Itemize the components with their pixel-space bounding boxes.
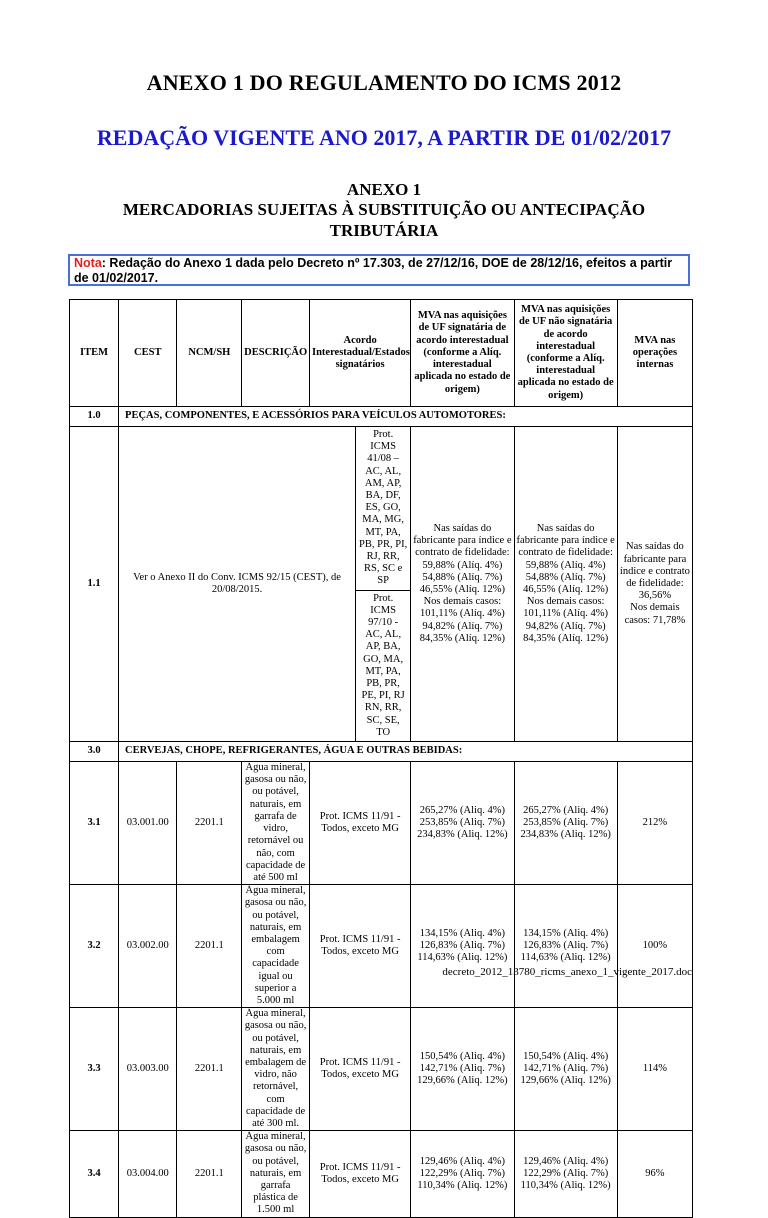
mva-line: 142,71% (Aliq. 7%) [419, 1063, 505, 1075]
mva-signataria-cell [411, 1008, 514, 1131]
mva-line: 126,83% (Aliq. 7%) [523, 940, 609, 952]
annex-label: ANEXO 1 [346, 180, 422, 199]
section-row [70, 407, 693, 427]
mva-line: 142,71% (Aliq. 7%) [523, 1063, 609, 1075]
mva-nao-signataria-cell [514, 1131, 617, 1217]
acordo-cell: Prot. ICMS 11/91 - Todos, exceto MG [310, 762, 411, 885]
description-cell: Água mineral, gasosa ou não, ou potável, naturais, em embalagem com capacidade igual ou superior a 5.000 ml [242, 885, 310, 1008]
mva-line: 114,63% (Aliq. 12%) [520, 952, 611, 964]
mva-line: 59,88% (Alíq. 4%) [525, 559, 606, 571]
acordo-cell: Prot. ICMS 11/91 - Todos, exceto MG [310, 1131, 411, 1217]
annex-title: MERCADORIAS SUJEITAS À SUBSTITUIÇÃO OU ANTECIPAÇÃO TRIBUTÁRIA [122, 200, 646, 240]
header-mva-signataria: MVA nas aquisições de UF signatária de acordo interestadual (conforme a Alíq. interestadual aplicada no estado de origem) [411, 300, 514, 407]
mva-nao-signataria-cell [514, 1008, 617, 1131]
mva-line: 265,27% (Aliq. 4%) [419, 804, 505, 816]
mva-line: 126,83% (Aliq. 7%) [419, 940, 505, 952]
document-subtitle: REDAÇÃO VIGENTE ANO 2017, A PARTIR DE 01/02/2017 [96, 125, 672, 150]
header-descricao: DESCRIÇÃO [242, 300, 310, 407]
mva-line: Nos demais casos: 71,78% [624, 602, 686, 626]
icms-table [69, 299, 693, 1218]
mva-line: 59,88% (Alíq. 4%) [422, 559, 503, 571]
acordo-cell: Prot. ICMS 11/91 - Todos, exceto MG [310, 1008, 411, 1131]
mva-nao-signataria-cell [514, 762, 617, 885]
description-cell: Água mineral, gasosa ou não, ou potável, naturais, em garrafa plástica de 1.500 ml [242, 1131, 310, 1217]
mva-line: 94,82% (Alíq. 7%) [422, 620, 503, 632]
ncm-cell: 2201.1 [177, 1131, 242, 1217]
mva-line: 150,54% (Aliq. 4%) [419, 1050, 505, 1062]
mva-line: 234,83% (Aliq. 12%) [520, 829, 611, 841]
item-cell: 3.4 [70, 1131, 119, 1217]
header-item: ITEM [70, 300, 119, 407]
mva-line: 122,29% (Aliq. 7%) [419, 1167, 505, 1179]
ncm-cell: 2201.1 [177, 762, 242, 885]
mva-line: 129,46% (Aliq. 4%) [419, 1155, 505, 1167]
description-cell: Água mineral, gasosa ou não, ou potável, naturais, em garrafa de vidro, retornável ou não, com capacidade de até 500 ml [242, 762, 310, 885]
mva-signataria-cell [411, 885, 514, 1008]
footer-filename: decreto_2012_13780_ricms_anexo_1_vigente_2017.doc [442, 966, 692, 978]
table-row [70, 1008, 693, 1131]
table-row [70, 427, 693, 742]
table-header-row [70, 300, 693, 407]
header-acordo: Acordo Interestadual/Estados signatários [310, 300, 411, 407]
section-title: CERVEJAS, CHOPE, REFRIGERANTES, ÁGUA E OUTRAS BEBIDAS: [119, 742, 693, 762]
item-cell: 1.1 [70, 427, 119, 742]
section-row [70, 742, 693, 762]
mva-line: 94,82% (Alíq. 7%) [525, 620, 606, 632]
header-mva-nao-signataria: MVA nas aquisições de UF não signatária de acordo interestadual (conforme a Alíq. interestadual aplicada no estado de origem) [514, 300, 617, 407]
acordo-cell: Prot. ICMS 41/08 – AC, AL, AM, AP, BA, DF, ES, GO, MA, MG, MT, PA, PB, PR, PI, RJ, RR, RS, SC e SP [356, 427, 411, 590]
mva-line: Nas saídas do fabricante para índice e contrato de fidelidade: [413, 523, 512, 559]
item-cell: 3.3 [70, 1008, 119, 1131]
section-title: PEÇAS, COMPONENTES, E ACESSÓRIOS PARA VEÍCULOS AUTOMOTORES: [119, 407, 693, 427]
mva-signataria-cell [411, 1131, 514, 1217]
inner-table [119, 427, 410, 741]
document-title: ANEXO 1 DO REGULAMENTO DO ICMS 2012 [146, 70, 622, 95]
acordo-cell: Prot. ICMS 11/91 - Todos, exceto MG [310, 885, 411, 1008]
header-cest: CEST [119, 300, 177, 407]
section-item: 3.0 [70, 742, 119, 762]
mva-internas-cell: 114% [617, 1008, 692, 1131]
mva-internas-cell [617, 427, 692, 742]
mva-line: Nas saídas do fabricante para índice e contrato de fidelidade: [516, 523, 615, 559]
mva-internas-cell: 96% [617, 1131, 692, 1217]
mva-internas-cell: 100% [617, 885, 692, 1008]
mva-line: Nas saídas do fabricante para índice e contrato de fidelidade: 36,56% [619, 541, 690, 602]
mva-line: 150,54% (Aliq. 4%) [523, 1050, 609, 1062]
mva-line: 122,29% (Aliq. 7%) [523, 1167, 609, 1179]
mva-line: 265,27% (Aliq. 4%) [523, 804, 609, 816]
cest-cell: 03.002.00 [119, 885, 177, 1008]
mva-line: 46,55% (Alíq. 12%) [523, 584, 609, 596]
acordo-cell: Prot. ICMS 97/10 - AC, AL, AP, BA, GO, MA, MT, PA, PB, PR, PE, PI, RJ RN, RR, SC, SE, TO [356, 590, 411, 741]
mva-line: 84,35% (Alíq. 12%) [523, 632, 609, 644]
cest-cell: 03.003.00 [119, 1008, 177, 1131]
item-cell: 3.1 [70, 762, 119, 885]
mva-line: 110,34% (Aliq. 12%) [417, 1179, 508, 1191]
note-box [68, 254, 690, 286]
mva-line: 54,88% (Alíq. 7%) [422, 571, 503, 583]
ncm-cell: 2201.1 [177, 1008, 242, 1131]
mva-line: 134,15% (Aliq. 4%) [523, 927, 609, 939]
section-item: 1.0 [70, 407, 119, 427]
table-row [70, 762, 693, 885]
mva-line: 129,66% (Aliq. 12%) [520, 1075, 611, 1087]
mva-line: Nos demais casos: [423, 596, 502, 608]
mva-line: 54,88% (Alíq. 7%) [525, 571, 606, 583]
table-row [70, 885, 693, 1008]
mva-line: 84,35% (Alíq. 12%) [419, 632, 505, 644]
description-cell: Água mineral, gasosa ou não, ou potável, naturais, em embalagem de vidro, não retornável, com capacidade de até 300 ml. [242, 1008, 310, 1131]
note-label: Nota [74, 256, 102, 270]
mva-signataria-cell [411, 762, 514, 885]
mva-signataria-cell [411, 427, 514, 742]
mva-line: 114,63% (Aliq. 12%) [417, 952, 508, 964]
mva-line: 46,55% (Alíq. 12%) [419, 584, 505, 596]
note-text: : Redação do Anexo 1 dada pelo Decreto nº 17.303, de 27/12/16, DOE de 28/12/16, efeitos a partir de 01/02/2017. [74, 256, 673, 285]
ncm-cell: 2201.1 [177, 885, 242, 1008]
mva-nao-signataria-cell [514, 427, 617, 742]
merged-description-acordo [119, 427, 411, 742]
item-cell: 3.2 [70, 885, 119, 1008]
mva-line: 110,34% (Aliq. 12%) [520, 1179, 611, 1191]
mva-line: 101,11% (Alíq. 4%) [523, 608, 609, 620]
mva-line: 101,11% (Alíq. 4%) [419, 608, 505, 620]
mva-nao-signataria-cell [514, 885, 617, 1008]
cest-cell: 03.001.00 [119, 762, 177, 885]
header-ncm: NCM/SH [177, 300, 242, 407]
description-cell: Ver o Anexo II do Conv. ICMS 92/15 (CEST), de 20/08/2015. [133, 571, 341, 596]
mva-internas-cell: 212% [617, 762, 692, 885]
mva-line: 134,15% (Aliq. 4%) [419, 927, 505, 939]
mva-line: Nos demais casos: [526, 596, 605, 608]
mva-line: 129,46% (Aliq. 4%) [523, 1155, 609, 1167]
mva-line: 234,83% (Aliq. 12%) [417, 829, 508, 841]
table-row [70, 1131, 693, 1217]
mva-line: 253,85% (Aliq. 7%) [419, 816, 505, 828]
header-mva-internas: MVA nas operações internas [617, 300, 692, 407]
mva-line: 253,85% (Aliq. 7%) [523, 816, 609, 828]
cest-cell: 03.004.00 [119, 1131, 177, 1217]
mva-line: 129,66% (Aliq. 12%) [417, 1075, 508, 1087]
